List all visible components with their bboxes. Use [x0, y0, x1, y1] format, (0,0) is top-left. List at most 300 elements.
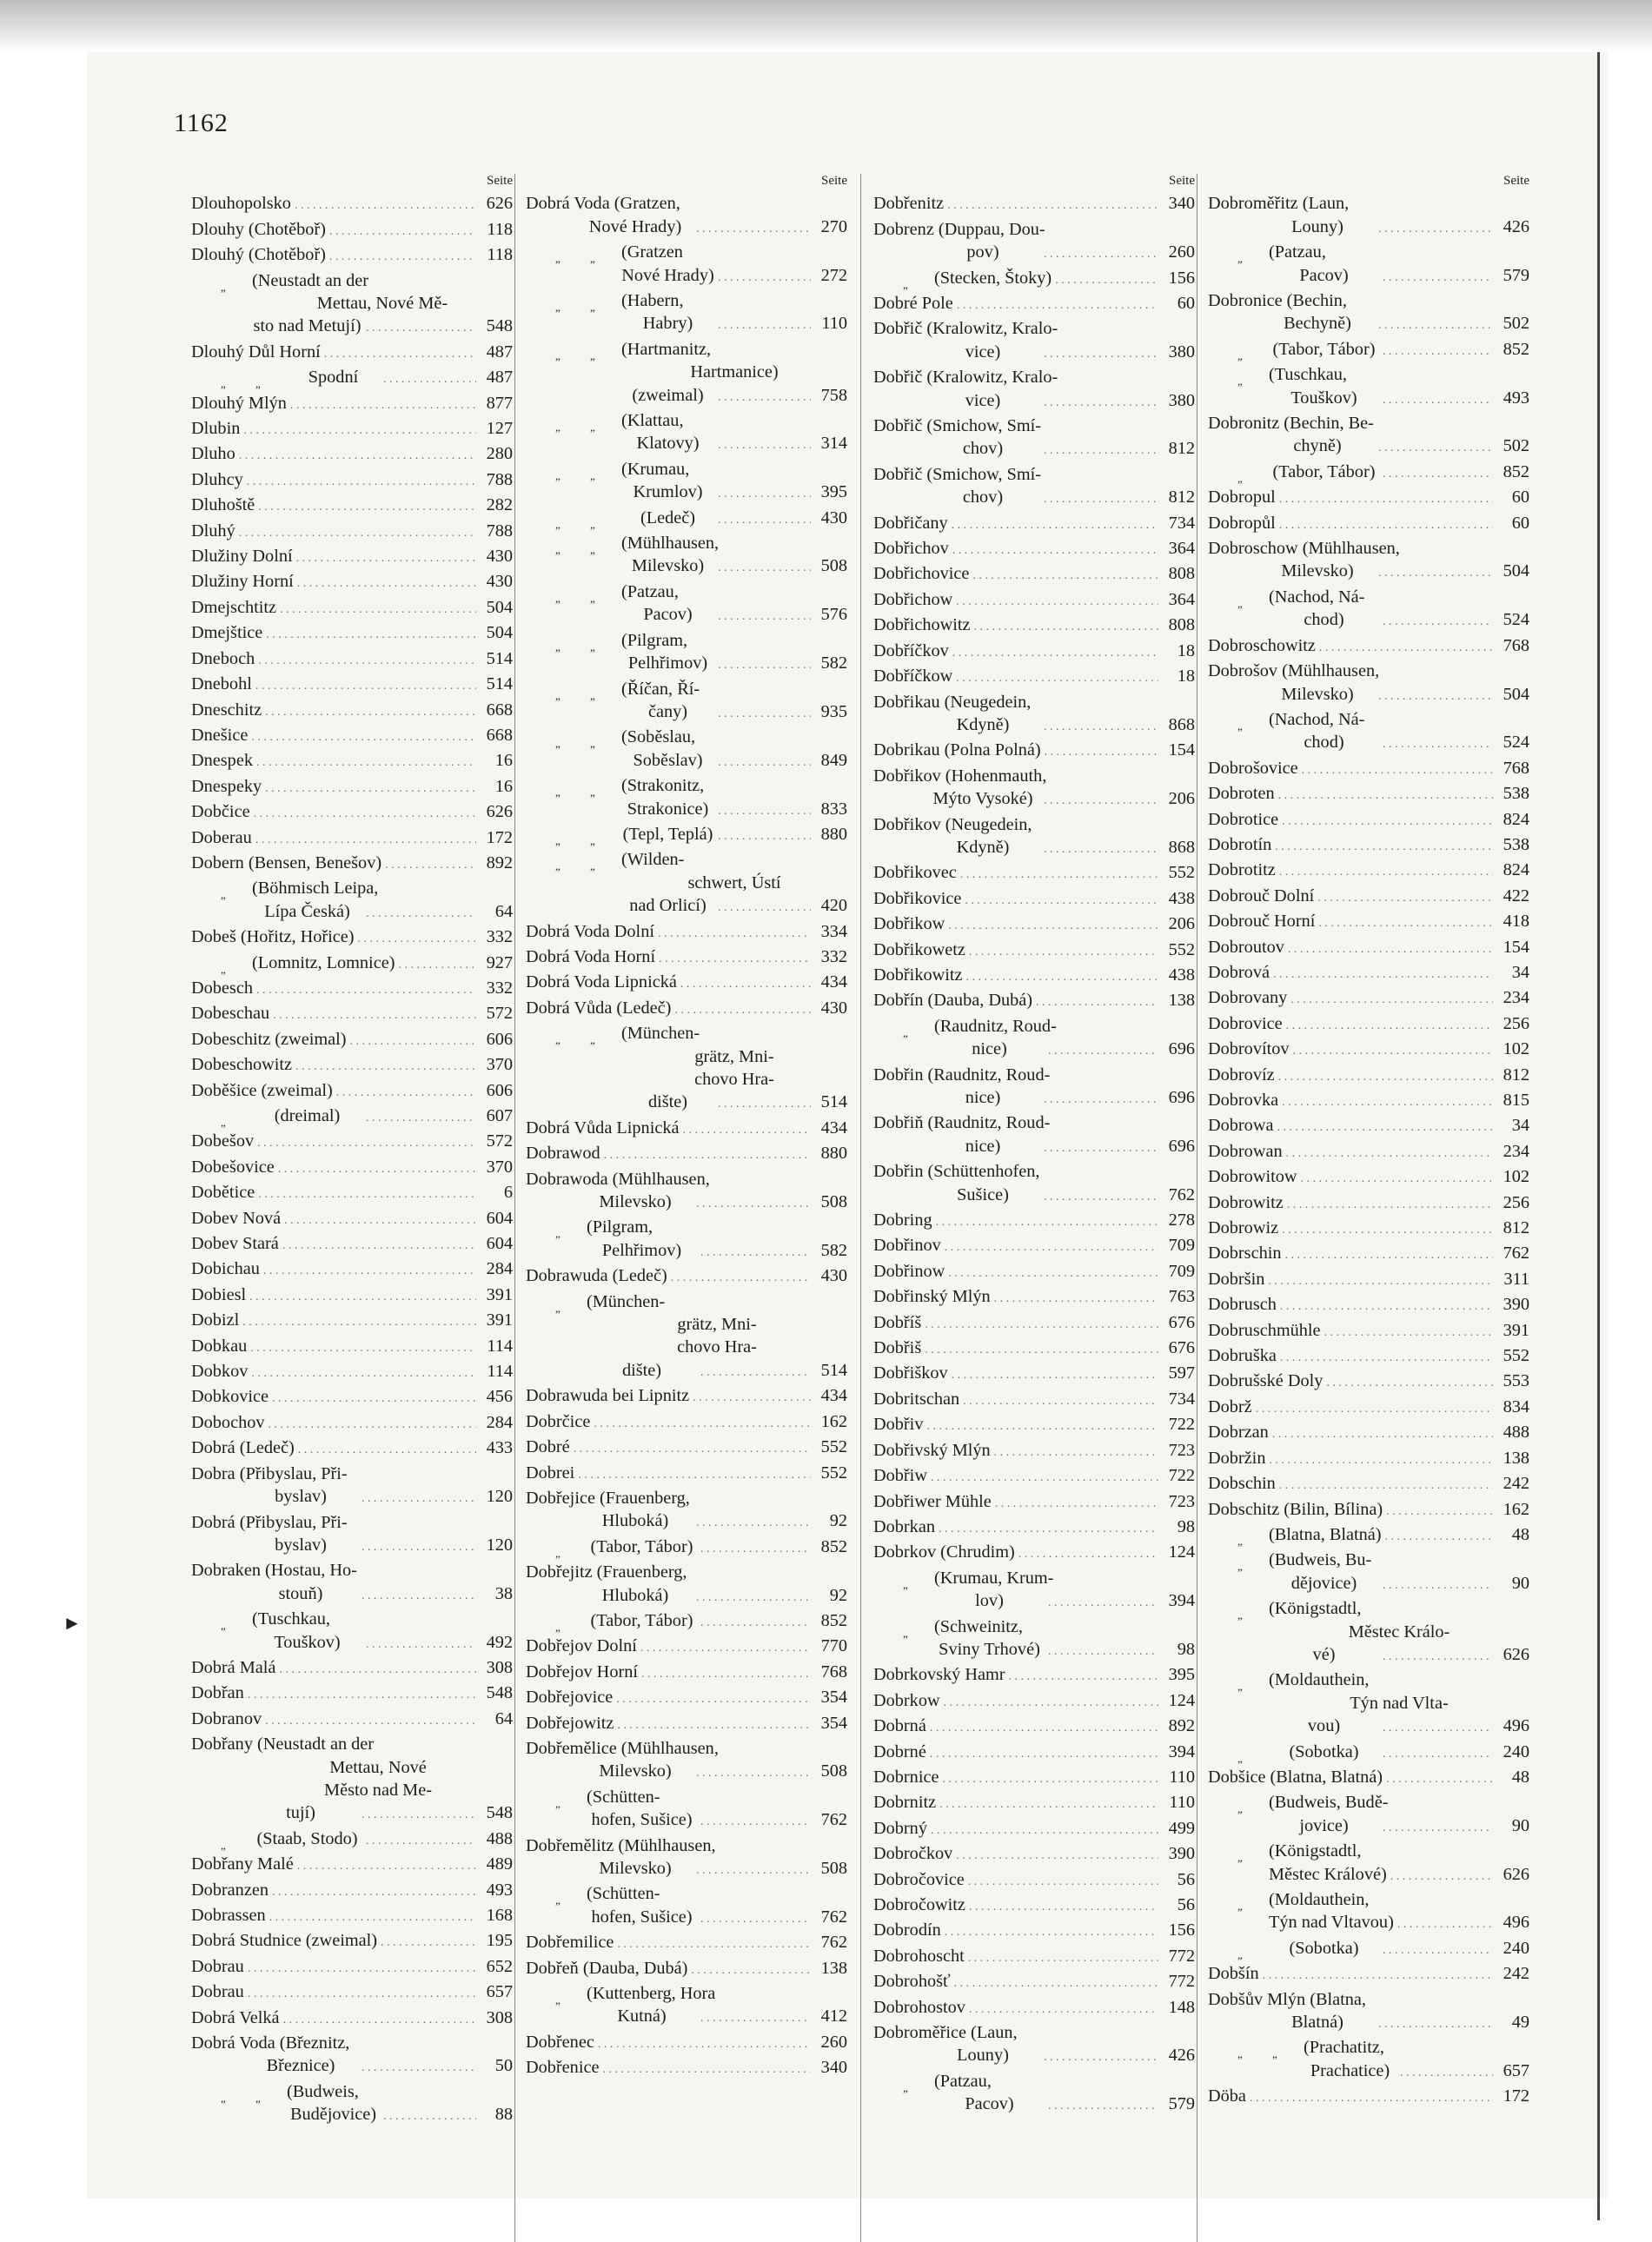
page-ref: 514: [820, 1360, 847, 1380]
entry-name: (Kuttenberg, Hora: [587, 1984, 716, 2004]
entry-name-continued: Nové Hrady): [621, 265, 714, 285]
dot-leader: [700, 2005, 811, 2030]
page-ref: 110: [1169, 1767, 1195, 1787]
page-ref: 852: [820, 1610, 847, 1630]
dot-leader: [1279, 1472, 1493, 1497]
entry-name: Dobšín: [1208, 1964, 1259, 1984]
entry-name-continued: Pelhřimov): [627, 653, 708, 673]
entry-name: Dobřenice: [526, 2058, 600, 2078]
page-ref: 579: [1503, 265, 1529, 285]
page-ref: 514: [486, 648, 513, 668]
dot-leader: [616, 1686, 811, 1711]
page-ref: 50: [494, 2056, 513, 2076]
entry-name: Dobrowan: [1208, 1141, 1283, 1161]
index-entry: [873, 1209, 1195, 1234]
ditto-mark-icon: „: [1237, 252, 1243, 266]
page-ref: 172: [1503, 2086, 1529, 2106]
dot-leader: [1279, 512, 1493, 537]
dot-leader: [925, 1337, 1158, 1362]
index-entry: [191, 699, 513, 724]
entry-name: Dobra (Přibyslau, Při-: [191, 1463, 348, 1483]
index-entry: [191, 925, 513, 951]
dot-leader: [945, 1919, 1158, 1944]
ditto-mark-icon: „: [1237, 1680, 1243, 1694]
dot-leader: [254, 800, 476, 826]
column-divider: [1197, 174, 1198, 2242]
dot-leader: [680, 971, 811, 996]
entry-name-continued: Milevsko): [599, 1859, 672, 1879]
entry-name: Dobřič (Kralowitz, Kralo-: [873, 319, 1058, 339]
index-entry: [873, 989, 1195, 1014]
dot-leader: [1279, 859, 1493, 884]
index-entry: [873, 1311, 1195, 1337]
entry-name-continued: Pacov): [965, 2094, 1014, 2114]
index-entry: [873, 512, 1195, 537]
entry-name: Dobruschmühle: [1208, 1320, 1321, 1340]
index-entry: [191, 1335, 513, 1360]
dot-leader: [385, 852, 476, 877]
index-entry: [526, 1957, 847, 1982]
index-entry: [1208, 2085, 1529, 2110]
entry-name: Dobročkov: [873, 1844, 953, 1864]
page-ref: 56: [1177, 1895, 1195, 1915]
page-ref: 418: [1503, 912, 1529, 932]
page-ref: 524: [1503, 610, 1529, 630]
dot-leader: [602, 2056, 811, 2081]
ditto-mark-icon: „: [555, 517, 561, 531]
entry-name-continued: Pelhřimov): [601, 1240, 682, 1260]
entry-name: (München-: [621, 1024, 700, 1044]
entry-name: Dobřič (Smichow, Smí-: [873, 464, 1042, 484]
dot-leader: [1273, 961, 1493, 986]
entry-name: Dobrei: [526, 1463, 575, 1483]
index-entry: [1208, 1293, 1529, 1318]
index-entry: [1208, 885, 1529, 910]
index-entry: [873, 691, 1195, 740]
entry-name: Dobrowa: [1208, 1116, 1274, 1136]
page-ref: 597: [1168, 1363, 1195, 1383]
dot-leader: [1287, 1191, 1493, 1217]
page-ref: 430: [486, 572, 513, 592]
dot-leader: [718, 652, 811, 677]
entry-name: Dluhý: [191, 521, 236, 541]
index-entry: [526, 580, 847, 629]
dot-leader: [1383, 387, 1493, 412]
dot-leader: [939, 1516, 1158, 1541]
entry-name: Dobřejowitz: [526, 1713, 614, 1733]
index-entry: [873, 267, 1195, 292]
dot-leader: [278, 1156, 476, 1181]
entry-name-continued: byslav): [275, 1535, 327, 1555]
dot-leader: [718, 312, 811, 337]
dot-leader: [1045, 739, 1158, 764]
page-ref: 332: [486, 927, 513, 947]
index-entry: [526, 1216, 847, 1264]
ditto-mark-icon: „: [590, 543, 595, 557]
ditto-mark-icon: „: [555, 1993, 561, 2007]
index-entry: [873, 1413, 1195, 1438]
entry-name: (Tabor, Tábor): [1272, 461, 1376, 481]
index-entry: [526, 1022, 847, 1117]
index-entry: [1208, 1370, 1529, 1395]
entry-name-continued: vice): [965, 342, 1001, 362]
index-entry: [191, 269, 513, 341]
index-entry: [873, 1362, 1195, 1387]
entry-name-continued: chovo Hra-: [694, 1070, 774, 1090]
index-entry: [1208, 833, 1529, 859]
page-ref: 579: [1168, 2094, 1195, 2114]
entry-name-continued: nad Orlicí): [629, 896, 707, 916]
entry-name: Dobroschowitz: [1208, 635, 1316, 655]
page-ref: 880: [820, 1144, 847, 1164]
page-ref: 391: [1503, 1320, 1529, 1340]
index-entry: [191, 1104, 513, 1130]
entry-name: Dobřiwer Mühle: [873, 1491, 992, 1511]
dot-leader: [282, 1232, 476, 1257]
index-entry: [191, 1980, 513, 2006]
dot-leader: [263, 1257, 476, 1283]
index-entry: [526, 409, 847, 458]
entry-name: (Schütten-: [587, 1884, 660, 1904]
page-ref: 852: [820, 1536, 847, 1556]
ditto-mark-icon: „: [555, 640, 561, 653]
page-ref: 332: [486, 978, 513, 998]
dot-leader: [1293, 1038, 1493, 1063]
index-entry: [191, 1002, 513, 1027]
entry-name-continued: Touškov): [274, 1632, 341, 1652]
ditto-mark-icon: „: [555, 1546, 561, 1560]
index-entry: [873, 1791, 1195, 1816]
page-ref: 370: [486, 1055, 513, 1075]
entry-name: (Patzau,: [1269, 242, 1326, 262]
index-entry: [526, 2031, 847, 2056]
page-ref: 138: [1503, 1448, 1529, 1468]
scan-top-shadow: [0, 0, 1652, 52]
entry-name: Dobřejitz (Frauenberg,: [526, 1562, 687, 1582]
entry-name: (Říčan, Ří-: [621, 679, 700, 699]
entry-name: Dobeschitz (zweimal): [191, 1029, 347, 1049]
page-ref: 206: [1168, 914, 1195, 934]
index-entry: [1208, 1165, 1529, 1191]
entry-name: Dobkov: [191, 1362, 249, 1382]
seite-header: Seite: [487, 174, 513, 188]
index-entry: [873, 887, 1195, 912]
entry-name: Dlužiny Dolní: [191, 547, 293, 567]
page-ref: 772: [1168, 1972, 1195, 1992]
entry-name: Dobrž: [1208, 1396, 1252, 1416]
entry-name-continued: Sušice): [957, 1184, 1009, 1204]
dot-leader: [1280, 1293, 1493, 1318]
index-entry: [873, 1663, 1195, 1688]
entry-name: Dobrné: [873, 1741, 926, 1761]
entry-name: Dobřin (Raudnitz, Roud-: [873, 1065, 1051, 1085]
entry-name: (Krumau,: [621, 459, 690, 479]
entry-name: Dobern (Bensen, Benešov): [191, 852, 382, 872]
index-entry: [191, 341, 513, 366]
ditto-mark-icon: „: [221, 962, 226, 976]
page-ref: 762: [820, 1907, 847, 1927]
entry-name: Dobrikau (Polna Polná): [873, 740, 1041, 760]
index-entry: [191, 1257, 513, 1283]
index-entry: [526, 1882, 847, 1931]
page-ref: 114: [487, 1336, 513, 1356]
page-ref: 394: [1168, 1591, 1195, 1611]
entry-name: Dobřikov (Neugedein,: [873, 814, 1032, 834]
entry-name: Dobřiv: [873, 1415, 924, 1435]
entry-name: Dobrotice: [1208, 809, 1279, 829]
dot-leader: [696, 1191, 811, 1216]
dot-leader: [298, 1436, 476, 1462]
page-ref: 90: [1511, 1573, 1529, 1593]
entry-name-continued: čany): [647, 701, 688, 721]
entry-name-continued: Louny): [1291, 216, 1343, 236]
dot-leader: [936, 1209, 1158, 1234]
index-entry: [1208, 2036, 1529, 2085]
entry-name: Dobřichovice: [873, 564, 970, 584]
dot-leader: [1326, 1370, 1493, 1395]
index-entry: [873, 1260, 1195, 1285]
index-entry: [1208, 1217, 1529, 1242]
dot-leader: [258, 494, 476, 519]
entry-name: Dobřiw: [873, 1466, 927, 1486]
dot-leader: [1390, 1863, 1493, 1888]
dot-leader: [1278, 782, 1493, 807]
entry-name: Dobřiškov: [873, 1363, 948, 1383]
entry-name-continued: schwert, Ústí: [687, 872, 781, 892]
index-entry: [1208, 757, 1529, 782]
dot-leader: [1044, 1135, 1158, 1160]
entry-name: Dobřinov: [873, 1236, 941, 1256]
entry-name: Dluhcy: [191, 469, 243, 489]
dot-leader: [691, 1957, 811, 1982]
ditto-mark-icon: „: [555, 1620, 561, 1634]
ditto-mark-icon: „: [555, 1301, 561, 1315]
page-ref: 604: [486, 1234, 513, 1254]
ditto-mark-icon: „: [1237, 2047, 1243, 2061]
entry-name-continued: Hluboká): [601, 1511, 669, 1531]
entry-name: Dobeš (Hořitz, Hořice): [191, 927, 355, 947]
entry-name-continued: dište): [621, 1360, 662, 1380]
entry-name: Dobrau: [191, 1956, 244, 1976]
index-entry: [1208, 1344, 1529, 1370]
ditto-mark-icon: „: [555, 1894, 561, 1907]
entry-name-continued: grätz, Mni-: [694, 1046, 774, 1066]
index-entry: [191, 1708, 513, 1733]
dot-leader: [718, 603, 811, 628]
page-ref: 102: [1503, 1167, 1529, 1187]
entry-name: (Klattau,: [621, 411, 684, 431]
dot-leader: [930, 1741, 1158, 1766]
entry-name: (Nachod, Ná-: [1269, 709, 1365, 729]
dot-leader: [269, 1411, 477, 1436]
entry-name: Dneboch: [191, 648, 255, 668]
page-ref: 553: [1503, 1371, 1529, 1391]
index-entry: [526, 1931, 847, 1956]
index-entry: [526, 1142, 847, 1167]
dot-leader: [1383, 1572, 1493, 1597]
page-ref: 6: [503, 1183, 513, 1203]
entry-name: (Stecken, Štoky): [934, 268, 1052, 288]
entry-name: Dobrnitz: [873, 1793, 937, 1813]
entry-name-continued: Týn nad Vltavou): [1269, 1913, 1394, 1933]
page-ref: 118: [487, 219, 513, 239]
page-ref: 762: [820, 1933, 847, 1953]
index-entry: [191, 1929, 513, 1954]
entry-name-continued: Týn nad Vlta-: [1350, 1693, 1449, 1713]
entry-name: (dreimal): [274, 1106, 341, 1126]
index-entry: [526, 1661, 847, 1686]
dot-leader: [696, 1584, 811, 1609]
ditto-mark-icon: „: [590, 421, 595, 434]
entry-name: (Moldauthein,: [1269, 1670, 1370, 1690]
index-entry: [1208, 363, 1529, 412]
index-entry: [1208, 1089, 1529, 1114]
entry-name: Dobrovíz: [1208, 1065, 1275, 1085]
index-entry: [526, 971, 847, 996]
entry-name: Dneschitz: [191, 700, 262, 720]
ditto-mark-icon: „: [555, 1796, 561, 1810]
index-entry: [191, 192, 513, 217]
dot-leader: [1256, 1396, 1493, 1421]
dot-leader: [1044, 389, 1158, 415]
index-entry: [191, 545, 513, 570]
index-entry: [191, 1053, 513, 1078]
page-ref: 877: [486, 393, 513, 413]
entry-name: Doberau: [191, 827, 252, 847]
dot-leader: [974, 614, 1158, 639]
dot-leader: [696, 1857, 811, 1882]
entry-name: Dlouhý (Chotěboř): [191, 245, 326, 265]
page-ref: 234: [1503, 988, 1529, 1008]
dot-leader: [366, 1631, 476, 1656]
dot-leader: [1386, 1766, 1493, 1791]
dot-leader: [1275, 833, 1493, 859]
entry-name: Dobržin: [1208, 1448, 1266, 1468]
index-entry: [191, 1411, 513, 1436]
page-ref: 812: [1168, 439, 1195, 459]
page-ref: 64: [494, 901, 513, 921]
page-ref: 127: [486, 419, 513, 439]
page-ref: 572: [486, 1131, 513, 1151]
dot-leader: [362, 2054, 476, 2079]
index-entry: [873, 1689, 1195, 1715]
page-ref: 278: [1168, 1211, 1195, 1230]
dot-leader: [931, 1464, 1158, 1489]
index-entry: [873, 1919, 1195, 1944]
ditto-mark-icon: „: [555, 468, 561, 482]
ditto-mark-icon: „: [555, 688, 561, 702]
entry-name: Dobšův Mlýn (Blatna,: [1208, 1989, 1366, 2009]
ditto-mark-icon: „: [1237, 1851, 1243, 1865]
page-ref: 508: [820, 1761, 847, 1781]
entry-name-continued: Krumlov): [633, 482, 703, 502]
dot-leader: [1044, 437, 1158, 462]
entry-name: (Gratzen: [621, 242, 683, 262]
page-ref: 508: [820, 556, 847, 576]
entry-name: Dobrzan: [1208, 1423, 1269, 1443]
index-entry: [873, 1111, 1195, 1160]
dot-leader: [952, 1362, 1158, 1387]
page-ref: 206: [1168, 789, 1195, 809]
dot-leader: [947, 192, 1158, 217]
index-entry: [191, 775, 513, 800]
index-entry: [526, 1117, 847, 1142]
ditto-mark-icon: „: [1237, 1609, 1243, 1622]
page-ref: 332: [820, 946, 847, 966]
entry-name: Dobrotín: [1208, 834, 1272, 854]
page-ref: 49: [1511, 2013, 1529, 2033]
page-ref: 98: [1177, 1639, 1195, 1659]
entry-name: Dobřejice (Frauenberg,: [526, 1488, 690, 1508]
page-ref: 48: [1511, 1524, 1529, 1544]
entry-name: (Sobotka): [1289, 1741, 1359, 1761]
dot-leader: [1383, 338, 1493, 363]
entry-name: Dobčice: [191, 802, 250, 822]
entry-name: (Nachod, Ná-: [1269, 587, 1365, 607]
entry-name: Dobizl: [191, 1310, 240, 1330]
entry-name: Dobřichov: [873, 539, 949, 559]
page-ref: 502: [1503, 436, 1529, 456]
dot-leader: [994, 1439, 1158, 1464]
dot-leader: [1286, 1140, 1493, 1165]
index-entry: [1208, 1937, 1529, 1962]
dot-leader: [574, 1436, 811, 1461]
entry-name-continued: byslav): [275, 1487, 327, 1507]
seite-header: Seite: [821, 174, 847, 188]
page-ref: 815: [1503, 1091, 1529, 1111]
index-entry: [191, 1827, 513, 1853]
entry-name: (Budweis, Bu-: [1269, 1550, 1372, 1570]
entry-name: Dobrohoscht: [873, 1946, 965, 1966]
page-ref: 524: [1503, 733, 1529, 753]
dot-leader: [1302, 757, 1493, 782]
entry-name: Dobrouč Horní: [1208, 912, 1316, 932]
entry-name: Dobřin (Schüttenhofen,: [873, 1162, 1040, 1182]
page-ref: 852: [1503, 339, 1529, 359]
page-ref: 676: [1168, 1338, 1195, 1358]
page-ref: 514: [820, 1092, 847, 1112]
entry-name-continued: Sviny Trhové): [939, 1639, 1040, 1659]
entry-name: Dobrošovice: [1208, 758, 1298, 778]
entry-name-continued: Kdyně): [956, 714, 1010, 734]
dot-leader: [1285, 1242, 1494, 1267]
entry-name: Dobrodín: [873, 1920, 941, 1940]
page-ref: 768: [1503, 758, 1529, 778]
dot-leader: [296, 545, 476, 570]
dot-leader: [1383, 608, 1493, 633]
dot-leader: [265, 1708, 476, 1733]
index-entry: [1208, 1038, 1529, 1063]
dot-leader: [925, 1311, 1158, 1337]
dot-leader: [247, 468, 476, 494]
entry-name: Dobřany Malé: [191, 1854, 294, 1874]
entry-name: Dobříčkov: [873, 640, 949, 660]
page-ref: 260: [820, 2032, 847, 2052]
dot-leader: [1250, 2085, 1493, 2110]
index-entry: [873, 665, 1195, 690]
ditto-mark-icon: „: [590, 833, 595, 847]
index-entry: [526, 1786, 847, 1834]
index-entry: [873, 1715, 1195, 1740]
entry-name: (Königstadtl,: [1269, 1599, 1362, 1619]
ditto-mark-icon: „: [903, 2080, 908, 2094]
page-ref: 652: [486, 1956, 513, 1976]
page-ref: 256: [1503, 1192, 1529, 1212]
entry-name: (Neustadt an der: [252, 270, 369, 290]
index-entry: [873, 912, 1195, 938]
page-ref: 696: [1168, 1088, 1195, 1108]
dot-leader: [324, 341, 476, 366]
